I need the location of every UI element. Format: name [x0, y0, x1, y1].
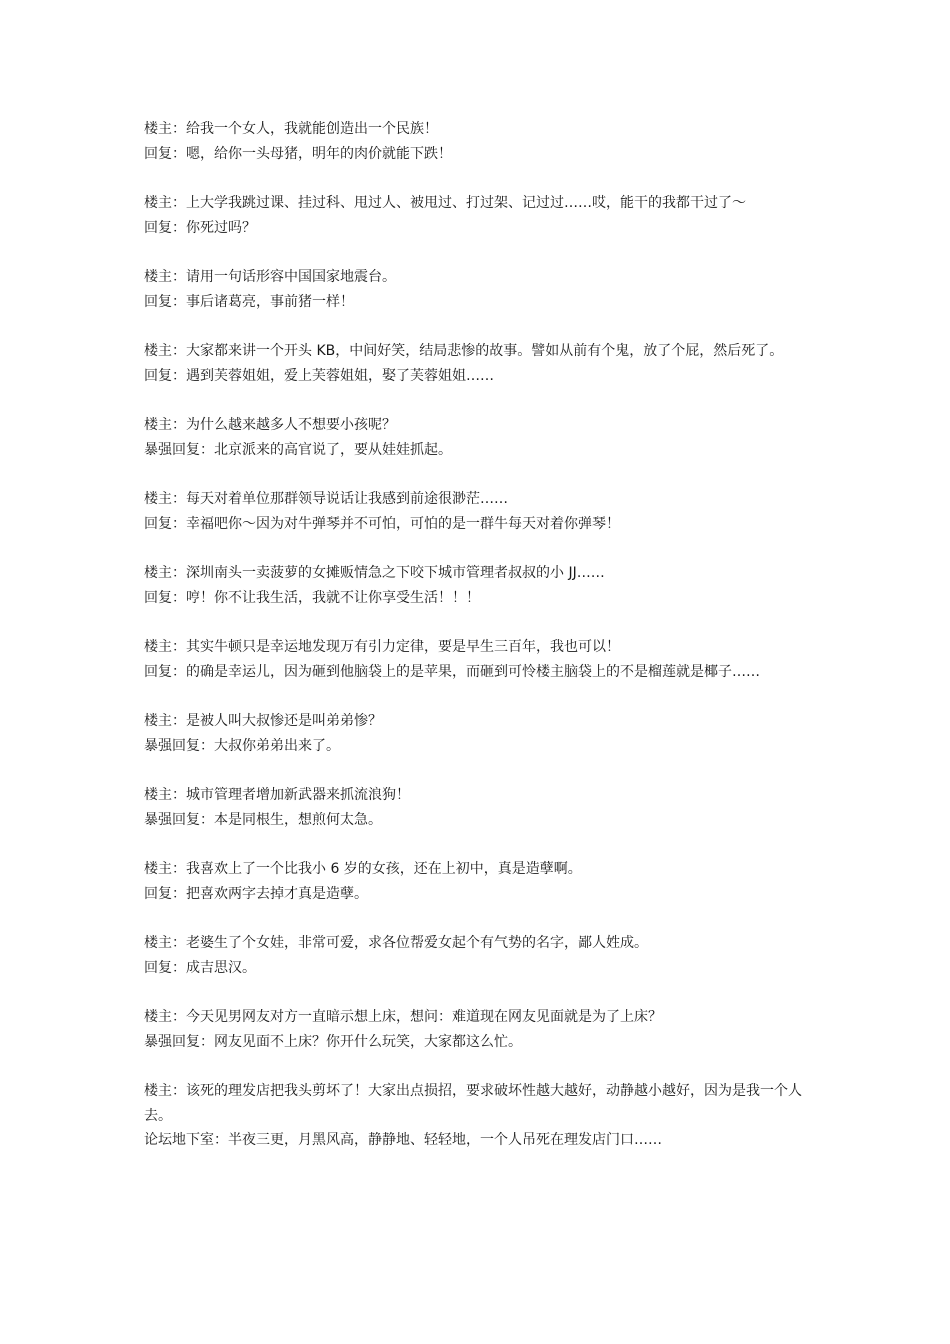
post-question: 楼主：大家都来讲一个开头 KB，中间好笑，结局悲惨的故事。譬如从前有个鬼，放了个屁，然后死了。 [144, 343, 784, 359]
post-block [144, 339, 809, 388]
post-question: 楼主：老婆生了个女娃，非常可爱，求各位帮爱女起个有气势的名字，鄙人姓成。 [144, 935, 648, 951]
post-block [144, 783, 809, 832]
post-reply: 回复：你死过吗？ [144, 219, 256, 236]
post-reply: 回复：遇到芙蓉姐姐，爱上芙蓉姐姐，娶了芙蓉姐姐…… [144, 367, 494, 384]
post-reply: 暴强回复：大叔你弟弟出来了。 [144, 737, 340, 754]
post-reply: 回复：幸福吧你～因为对牛弹琴并不可怕，可怕的是一群牛每天对着你弹琴！ [144, 515, 620, 532]
post-block [144, 931, 809, 980]
post-reply: 回复：成吉思汉。 [144, 959, 256, 976]
post-question: 楼主：为什么越来越多人不想要小孩呢？ [144, 417, 396, 433]
post-question: 楼主：深圳南头一卖菠萝的女摊贩情急之下咬下城市管理者叔叔的小 JJ…… [144, 565, 605, 581]
post-question: 楼主：每天对着单位那群领导说话让我感到前途很渺茫…… [144, 491, 508, 507]
post-reply: 暴强回复：北京派来的高官说了，要从娃娃抓起。 [144, 441, 452, 458]
post-block [144, 265, 809, 314]
post-question: 楼主：该死的理发店把我头剪坏了！大家出点损招，要求破坏性越大越好，动静越小越好，因为是我一个人去。 [144, 1083, 802, 1124]
post-question: 楼主：上大学我跳过课、挂过科、甩过人、被甩过、打过架、记过过……哎，能干的我都干过了～ [144, 195, 746, 211]
post-reply: 回复：的确是幸运儿，因为砸到他脑袋上的是苹果，而砸到可怜楼主脑袋上的不是榴莲就是椰子…… [144, 663, 760, 680]
post-block [144, 1079, 809, 1153]
post-reply: 暴强回复：网友见面不上床？你开什么玩笑，大家都这么忙。 [144, 1033, 522, 1050]
post-block [144, 709, 809, 758]
post-block [144, 117, 809, 166]
post-block [144, 561, 809, 610]
post-question: 楼主：其实牛顿只是幸运地发现万有引力定律，要是早生三百年，我也可以！ [144, 639, 620, 655]
post-question: 楼主：城市管理者增加新武器来抓流浪狗！ [144, 787, 410, 803]
post-block [144, 487, 809, 536]
post-block [144, 413, 809, 462]
post-block [144, 191, 809, 240]
post-reply: 回复：嗯，给你一头母猪，明年的肉价就能下跌！ [144, 145, 452, 162]
post-question: 楼主：是被人叫大叔惨还是叫弟弟惨？ [144, 713, 382, 729]
post-reply: 回复：把喜欢两字去掉才真是造孽。 [144, 885, 368, 902]
post-block [144, 1005, 809, 1054]
document-body [144, 117, 809, 1178]
post-question: 楼主：今天见男网友对方一直暗示想上床，想问：难道现在网友见面就是为了上床？ [144, 1009, 662, 1025]
post-reply: 回复：事后诸葛亮，事前猪一样！ [144, 293, 354, 310]
post-reply: 暴强回复：本是同根生，想煎何太急。 [144, 811, 382, 828]
post-block [144, 635, 809, 684]
post-reply: 回复：哼！你不让我生活，我就不让你享受生活！！！ [144, 589, 480, 606]
post-question: 楼主：请用一句话形容中国国家地震台。 [144, 269, 396, 285]
post-question: 楼主：我喜欢上了一个比我小 6 岁的女孩，还在上初中，真是造孽啊。 [144, 861, 582, 877]
post-question: 楼主：给我一个女人，我就能创造出一个民族！ [144, 121, 438, 137]
post-block [144, 857, 809, 906]
post-reply: 论坛地下室：半夜三更，月黑风高，静静地、轻轻地，一个人吊死在理发店门口…… [144, 1132, 662, 1148]
